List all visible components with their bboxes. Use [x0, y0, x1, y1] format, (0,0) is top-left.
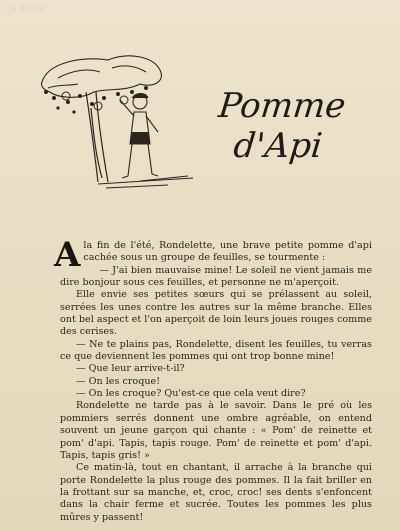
paragraph: — On les croque!: [76, 375, 161, 387]
paragraph: — On les croque? Qu'est-ce que cela veut dire?: [76, 388, 306, 400]
paragraph: — Que leur arrive-t-il?: [76, 363, 185, 375]
paragraph: Elle envie ses petites sœurs qui se prélassent au soleil, serrées les unes contre les autres sur la même branche. Elles ont bel aspect et l'on aperçoit de loin leurs joues rouges comme des cerises.: [60, 289, 372, 338]
story-title: [201, 86, 359, 166]
watermark-text: Le livre: [3, 2, 45, 15]
paragraph: [54, 235, 372, 275]
paragraph: — Ne te plains pas, Rondelette, disent les feuilles, tu verras ce que deviennent les pommes qui ont trop bonne mine!: [60, 338, 372, 363]
drop-cap: A: [54, 235, 81, 275]
paragraph-text: la fin de l'été, Rondelette, une brave petite pomme d'api cachée sous un groupe de feuilles, se tourmente :: [83, 240, 372, 264]
boy-under-apple-tree-illustration: [28, 48, 198, 193]
story-text: [54, 235, 372, 524]
paragraph: — J'ai bien mauvaise mine! Le soleil ne vient jamais me dire bonjour sous ces feuilles, et personne ne m'aperçoit.: [60, 264, 372, 289]
paragraph: Rondelette ne tarde pas à le savoir. Dans le pré où les pommiers serrés donnent une ombre agréable, on entend souvent un jeune garçon qui chante : « Pom' de reinette et pom' d'api. Tapis, tapis rouge. Pom' de reinette et pom' d'api. Tapis, tapis gris! »: [60, 400, 372, 461]
title-line-1: Pomme: [216, 86, 348, 126]
title-line-2: d'Api: [231, 126, 325, 166]
paragraph: Ce matin-là, tout en chantant, il arrache à la branche qui porte Rondelette la plus rouge des pommes. Il la fait briller en la frottant sur sa manche, et, croc, croc! ses dents s'enfoncent dans la chair ferme et sucrée. Toutes les pommes les plus mûres y passent!: [60, 462, 372, 523]
